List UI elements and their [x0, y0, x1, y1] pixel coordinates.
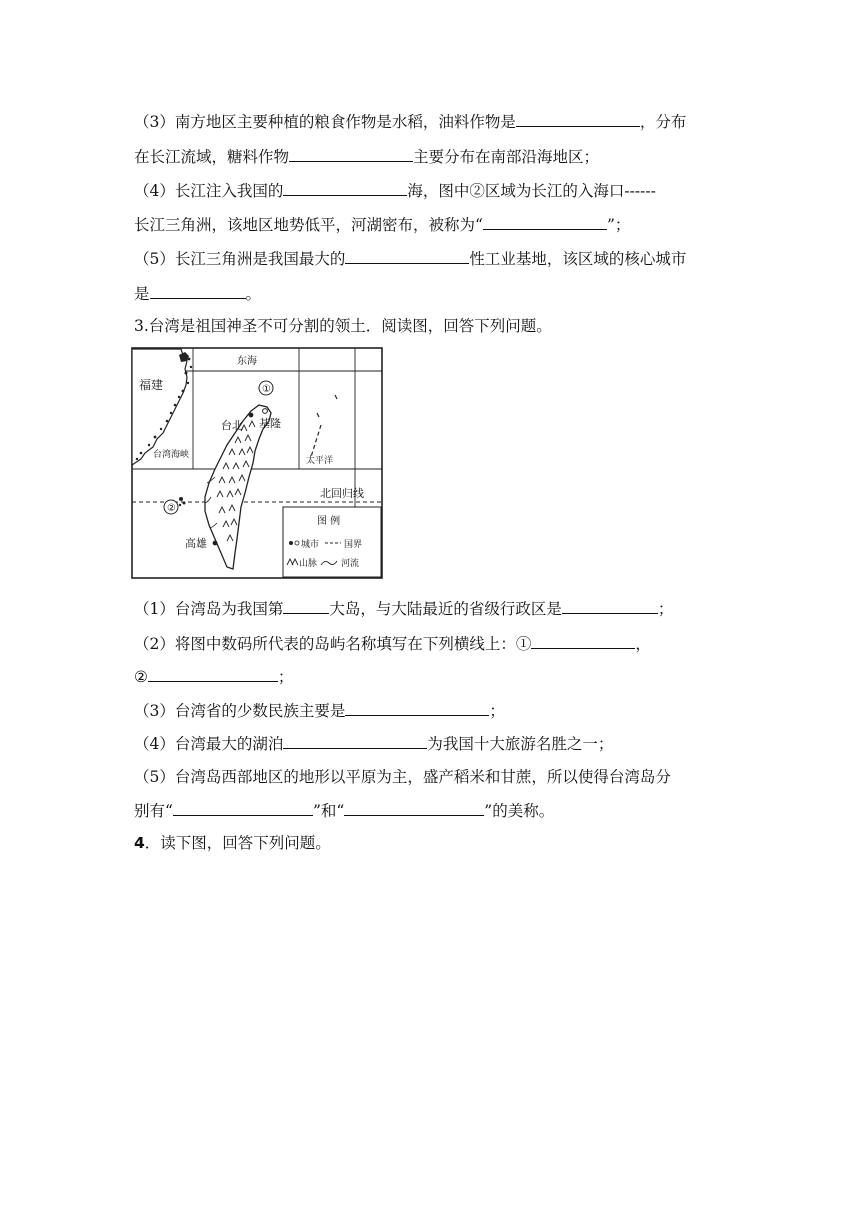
answer-blank[interactable] — [345, 248, 469, 264]
answer-blank[interactable] — [173, 800, 313, 816]
answer-blank[interactable] — [562, 598, 658, 614]
q3-part3: （3）台湾省的少数民族主要是 ； — [134, 702, 505, 720]
answer-blank[interactable] — [148, 666, 278, 682]
legend-river: 河流 — [341, 559, 360, 569]
legend-mountain: 山脉 — [299, 559, 318, 569]
answer-blank[interactable] — [289, 146, 413, 162]
legend-title: 图 例 — [317, 516, 341, 527]
label-gaoxiong: 高雄 — [185, 537, 207, 550]
label-fujian: 福建 — [139, 378, 164, 392]
answer-blank[interactable] — [283, 733, 427, 749]
q2-part3-line2: 在长江流域，糖料作物 主要分布在南部沿海地区； — [134, 148, 600, 166]
label-taiwan-strait: 台湾海峡 — [153, 450, 190, 460]
answer-blank[interactable] — [150, 283, 246, 299]
q3-part1: （1）台湾岛为我国第 大岛，与大陆最近的省级行政区是 ； — [134, 600, 674, 618]
answer-blank[interactable] — [531, 633, 635, 649]
label-donghai: 东海 — [237, 356, 257, 367]
label-taibei: 台北 — [221, 419, 243, 432]
q3-part4: （4）台湾最大的湖泊 为我国十大旅游名胜之一； — [134, 735, 614, 753]
q2-part4-line1: （4）长江注入我国的 海，图中②区域为长江的入海口------ — [134, 182, 656, 200]
q4-heading: 4．读下图，回答下列问题。 — [134, 834, 331, 852]
answer-blank[interactable] — [345, 700, 489, 716]
q2-part4-line2: 长江三角洲，该地区地势低平，河湖密布，被称为“ ”； — [134, 216, 631, 234]
marker-2-label: ② — [167, 503, 176, 514]
legend-border: 国界 — [344, 540, 363, 550]
answer-blank[interactable] — [516, 111, 640, 127]
answer-blank[interactable] — [483, 214, 607, 230]
city-taibei-dot — [249, 413, 254, 418]
q3-part5-line2: 别有“ ”和“ ”的美称。 — [134, 802, 555, 820]
legend-city: 城市 — [301, 540, 320, 550]
q3-heading: 3.台湾是祖国神圣不可分割的领土．阅读图，回答下列问题。 — [134, 317, 552, 335]
label-jilong: 基隆 — [259, 417, 281, 430]
taiwan-map — [131, 347, 383, 579]
label-pacific: 太平洋 — [306, 456, 334, 466]
q3-part5-line1: （5）台湾岛西部地区的地形以平原为主，盛产稻米和甘蔗，所以使得台湾岛分 — [134, 768, 671, 786]
q2-part5-line2: 是 。 — [134, 285, 262, 303]
answer-blank[interactable] — [344, 800, 484, 816]
q2-part5-line1: （5）长江三角洲是我国最大的 性工业基地，该区域的核心城市 — [134, 250, 687, 268]
marker-1-label: ① — [262, 384, 271, 395]
label-tropic: 北回归线 — [320, 487, 364, 500]
answer-blank[interactable] — [283, 180, 407, 196]
q3-part2-line2: ② ； — [134, 668, 294, 686]
q2-part3-line1: （3）南方地区主要种植的粮食作物是水稻，油料作物是 ，分布 — [134, 113, 687, 131]
legend-city-icon — [289, 541, 293, 545]
answer-blank[interactable] — [283, 598, 329, 614]
city-gaoxiong-dot — [213, 541, 218, 546]
q3-part2-line1: （2）将图中数码所代表的岛屿名称填写在下列横线上：① ， — [134, 635, 651, 653]
